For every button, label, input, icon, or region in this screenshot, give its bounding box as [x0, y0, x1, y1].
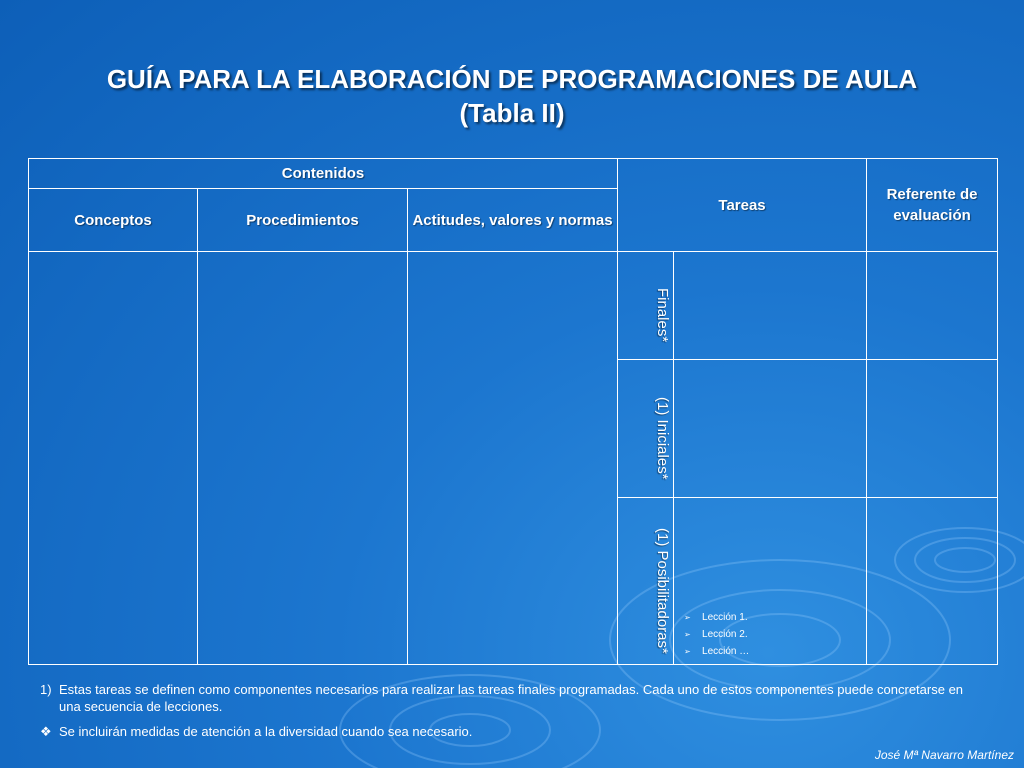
header-actitudes: Actitudes, valores y normas	[408, 189, 618, 252]
author-credit: José Mª Navarro Martínez	[874, 748, 1014, 762]
footnotes	[40, 681, 980, 748]
list-item: ➢ Lección 1.	[684, 609, 866, 626]
header-procedimientos: Procedimientos	[198, 189, 408, 252]
cell-tareas-iniciales	[674, 360, 867, 498]
footnote-text: Estas tareas se definen como componentes necesarios para realizar las tareas finales programadas. Cada uno de estos componentes puede concretarse en una secuencia de lecciones.	[59, 682, 964, 714]
cell-procedimientos	[198, 252, 408, 665]
arrow-bullet-icon: ➢	[684, 613, 691, 622]
title-line-2: (Tabla II)	[459, 98, 565, 128]
diamond-bullet-icon: ❖	[40, 724, 52, 739]
cell-referente-posibilitadoras	[867, 498, 998, 665]
cell-conceptos	[29, 252, 198, 665]
footnote	[40, 681, 980, 715]
list-item: ➢ Lección …	[684, 643, 866, 660]
arrow-bullet-icon: ➢	[684, 630, 691, 639]
header-contenidos: Contenidos	[29, 159, 618, 189]
list-item: ➢ Lección 2.	[684, 626, 866, 643]
footnote	[40, 723, 980, 740]
cell-actitudes	[408, 252, 618, 665]
footnote-marker: 1)	[40, 682, 52, 697]
cell-tareas-finales	[674, 252, 867, 360]
programming-table	[28, 158, 998, 665]
task-type-finales: Finales*	[618, 252, 674, 360]
page-title	[40, 62, 984, 130]
arrow-bullet-icon: ➢	[684, 647, 691, 656]
title-line-1: GUÍA PARA LA ELABORACIÓN DE PROGRAMACIONES DE AULA	[106, 64, 918, 94]
footnote-text: Se incluirán medidas de atención a la diversidad cuando sea necesario.	[59, 724, 473, 739]
cell-tareas-posibilitadoras	[674, 498, 867, 665]
task-type-posibilitadoras: (1) Posibilitadoras*	[618, 498, 674, 665]
cell-referente-iniciales	[867, 360, 998, 498]
header-tareas: Tareas	[618, 159, 867, 252]
cell-referente-finales	[867, 252, 998, 360]
task-type-iniciales: (1) Iniciales*	[618, 360, 674, 498]
lesson-list	[674, 609, 866, 664]
header-conceptos: Conceptos	[29, 189, 198, 252]
header-referente: Referente de evaluación	[867, 159, 998, 252]
